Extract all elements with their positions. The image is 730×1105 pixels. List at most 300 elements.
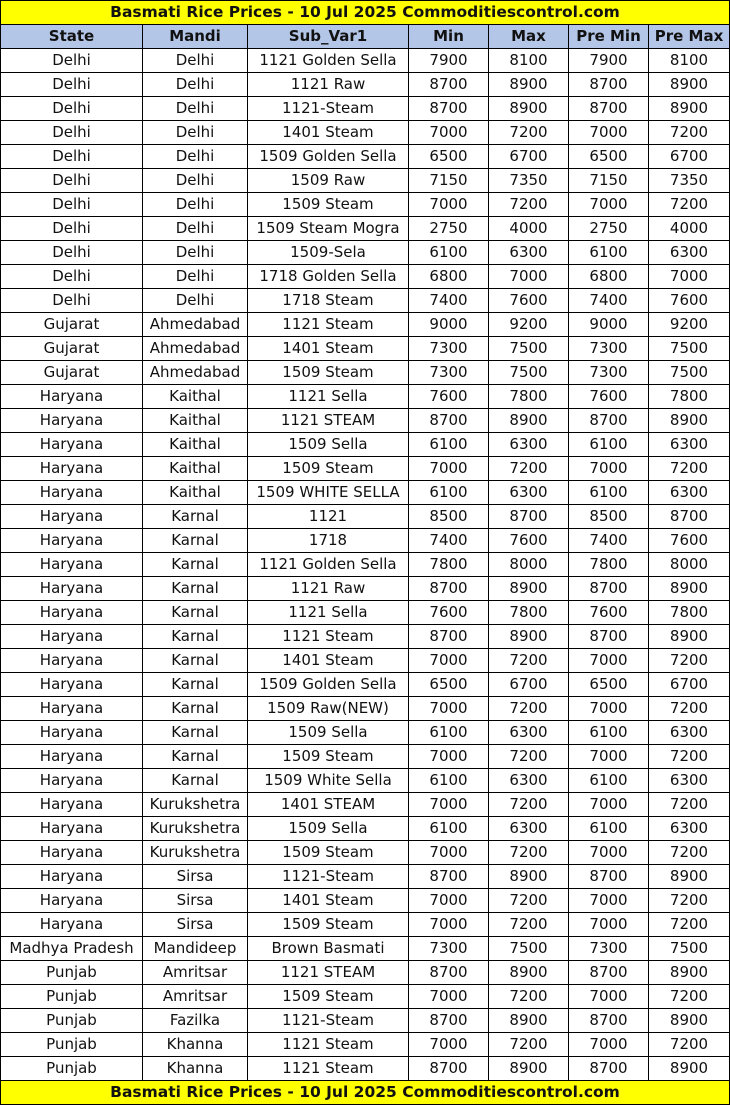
cell-sub-var: 1718 bbox=[248, 529, 409, 553]
cell-mandi: Delhi bbox=[143, 289, 248, 313]
cell-mandi: Delhi bbox=[143, 97, 248, 121]
cell-min: 7000 bbox=[409, 793, 489, 817]
cell-max: 7200 bbox=[489, 697, 569, 721]
cell-max: 7800 bbox=[489, 601, 569, 625]
cell-mandi: Fazilka bbox=[143, 1009, 248, 1033]
cell-pre-min: 8700 bbox=[569, 865, 649, 889]
table-row bbox=[1, 601, 730, 625]
cell-sub-var: 1509 WHITE SELLA bbox=[248, 481, 409, 505]
cell-min: 7000 bbox=[409, 913, 489, 937]
cell-max: 6300 bbox=[489, 721, 569, 745]
cell-pre-min: 2750 bbox=[569, 217, 649, 241]
cell-state: Haryana bbox=[1, 721, 143, 745]
cell-pre-max: 8900 bbox=[649, 97, 730, 121]
cell-min: 8700 bbox=[409, 73, 489, 97]
cell-pre-max: 7200 bbox=[649, 121, 730, 145]
cell-pre-max: 7800 bbox=[649, 385, 730, 409]
cell-pre-max: 6300 bbox=[649, 433, 730, 457]
column-header-mandi: Mandi bbox=[143, 25, 248, 49]
cell-pre-max: 7800 bbox=[649, 601, 730, 625]
cell-min: 7000 bbox=[409, 457, 489, 481]
cell-max: 6300 bbox=[489, 241, 569, 265]
cell-max: 7200 bbox=[489, 913, 569, 937]
cell-pre-max: 7350 bbox=[649, 169, 730, 193]
cell-pre-min: 7000 bbox=[569, 913, 649, 937]
cell-mandi: Karnal bbox=[143, 529, 248, 553]
cell-max: 7200 bbox=[489, 649, 569, 673]
cell-state: Haryana bbox=[1, 889, 143, 913]
cell-max: 7500 bbox=[489, 337, 569, 361]
cell-min: 8700 bbox=[409, 625, 489, 649]
cell-min: 7000 bbox=[409, 697, 489, 721]
cell-state: Haryana bbox=[1, 505, 143, 529]
cell-state: Delhi bbox=[1, 169, 143, 193]
cell-sub-var: 1121 Sella bbox=[248, 385, 409, 409]
cell-pre-min: 8700 bbox=[569, 97, 649, 121]
cell-max: 7350 bbox=[489, 169, 569, 193]
cell-pre-max: 6300 bbox=[649, 481, 730, 505]
cell-min: 7000 bbox=[409, 193, 489, 217]
cell-state: Delhi bbox=[1, 145, 143, 169]
cell-mandi: Ahmedabad bbox=[143, 313, 248, 337]
cell-pre-max: 6300 bbox=[649, 769, 730, 793]
cell-pre-min: 7000 bbox=[569, 457, 649, 481]
cell-mandi: Kaithal bbox=[143, 457, 248, 481]
cell-sub-var: 1121 Golden Sella bbox=[248, 553, 409, 577]
cell-state: Haryana bbox=[1, 577, 143, 601]
cell-sub-var: 1401 Steam bbox=[248, 889, 409, 913]
cell-mandi: Kaithal bbox=[143, 481, 248, 505]
cell-state: Gujarat bbox=[1, 313, 143, 337]
cell-pre-min: 7800 bbox=[569, 553, 649, 577]
cell-sub-var: 1509 Golden Sella bbox=[248, 145, 409, 169]
cell-sub-var: 1509 Sella bbox=[248, 721, 409, 745]
cell-pre-max: 8900 bbox=[649, 1057, 730, 1081]
cell-pre-min: 6500 bbox=[569, 673, 649, 697]
cell-mandi: Kurukshetra bbox=[143, 841, 248, 865]
cell-pre-min: 6100 bbox=[569, 241, 649, 265]
table-row bbox=[1, 97, 730, 121]
cell-pre-min: 7900 bbox=[569, 49, 649, 73]
cell-pre-max: 8900 bbox=[649, 865, 730, 889]
cell-sub-var: 1121 bbox=[248, 505, 409, 529]
table-row bbox=[1, 49, 730, 73]
table-row bbox=[1, 505, 730, 529]
cell-mandi: Delhi bbox=[143, 121, 248, 145]
cell-max: 6300 bbox=[489, 769, 569, 793]
cell-max: 7200 bbox=[489, 889, 569, 913]
cell-state: Madhya Pradesh bbox=[1, 937, 143, 961]
cell-max: 6700 bbox=[489, 673, 569, 697]
cell-pre-min: 8700 bbox=[569, 961, 649, 985]
cell-max: 7500 bbox=[489, 361, 569, 385]
cell-sub-var: 1509 Steam bbox=[248, 193, 409, 217]
cell-pre-min: 7000 bbox=[569, 121, 649, 145]
cell-pre-max: 7600 bbox=[649, 289, 730, 313]
cell-min: 6100 bbox=[409, 241, 489, 265]
cell-max: 8900 bbox=[489, 409, 569, 433]
cell-max: 8900 bbox=[489, 961, 569, 985]
cell-mandi: Kurukshetra bbox=[143, 793, 248, 817]
table-row bbox=[1, 841, 730, 865]
cell-state: Punjab bbox=[1, 985, 143, 1009]
cell-max: 7200 bbox=[489, 841, 569, 865]
cell-min: 6500 bbox=[409, 145, 489, 169]
cell-state: Delhi bbox=[1, 193, 143, 217]
cell-mandi: Karnal bbox=[143, 649, 248, 673]
cell-max: 6700 bbox=[489, 145, 569, 169]
table-row bbox=[1, 457, 730, 481]
cell-pre-max: 7200 bbox=[649, 457, 730, 481]
cell-sub-var: 1401 STEAM bbox=[248, 793, 409, 817]
cell-min: 7300 bbox=[409, 361, 489, 385]
cell-sub-var: 1509 Steam bbox=[248, 841, 409, 865]
table-row bbox=[1, 649, 730, 673]
cell-state: Delhi bbox=[1, 49, 143, 73]
cell-sub-var: 1509 Steam Mogra bbox=[248, 217, 409, 241]
cell-pre-min: 7000 bbox=[569, 697, 649, 721]
cell-pre-max: 7200 bbox=[649, 193, 730, 217]
cell-min: 7600 bbox=[409, 385, 489, 409]
cell-min: 8500 bbox=[409, 505, 489, 529]
cell-mandi: Sirsa bbox=[143, 865, 248, 889]
cell-pre-min: 8700 bbox=[569, 73, 649, 97]
cell-pre-min: 7300 bbox=[569, 337, 649, 361]
table-body bbox=[1, 49, 730, 1081]
cell-sub-var: 1121 Sella bbox=[248, 601, 409, 625]
cell-pre-min: 6100 bbox=[569, 481, 649, 505]
cell-sub-var: 1121 Steam bbox=[248, 313, 409, 337]
cell-pre-min: 8700 bbox=[569, 625, 649, 649]
cell-pre-min: 7400 bbox=[569, 289, 649, 313]
cell-min: 7000 bbox=[409, 841, 489, 865]
cell-min: 8700 bbox=[409, 409, 489, 433]
table-row bbox=[1, 481, 730, 505]
cell-max: 7500 bbox=[489, 937, 569, 961]
cell-mandi: Delhi bbox=[143, 265, 248, 289]
cell-pre-max: 7500 bbox=[649, 337, 730, 361]
cell-max: 7800 bbox=[489, 385, 569, 409]
table-row bbox=[1, 217, 730, 241]
cell-sub-var: 1509 White Sella bbox=[248, 769, 409, 793]
table-row bbox=[1, 793, 730, 817]
cell-pre-max: 7200 bbox=[649, 985, 730, 1009]
cell-max: 8900 bbox=[489, 1009, 569, 1033]
cell-state: Haryana bbox=[1, 553, 143, 577]
cell-mandi: Karnal bbox=[143, 553, 248, 577]
cell-pre-min: 7000 bbox=[569, 793, 649, 817]
table-row bbox=[1, 625, 730, 649]
table-row bbox=[1, 169, 730, 193]
cell-state: Delhi bbox=[1, 265, 143, 289]
cell-mandi: Delhi bbox=[143, 145, 248, 169]
table-row bbox=[1, 865, 730, 889]
cell-state: Punjab bbox=[1, 1033, 143, 1057]
table-row bbox=[1, 817, 730, 841]
cell-state: Haryana bbox=[1, 793, 143, 817]
cell-pre-min: 6100 bbox=[569, 769, 649, 793]
column-header-sub-var: Sub_Var1 bbox=[248, 25, 409, 49]
cell-state: Haryana bbox=[1, 673, 143, 697]
cell-min: 6800 bbox=[409, 265, 489, 289]
table-row bbox=[1, 265, 730, 289]
cell-pre-min: 8500 bbox=[569, 505, 649, 529]
table-row bbox=[1, 937, 730, 961]
cell-state: Haryana bbox=[1, 385, 143, 409]
cell-mandi: Karnal bbox=[143, 505, 248, 529]
cell-mandi: Delhi bbox=[143, 193, 248, 217]
cell-min: 7300 bbox=[409, 337, 489, 361]
cell-sub-var: 1121-Steam bbox=[248, 1009, 409, 1033]
cell-pre-max: 7200 bbox=[649, 745, 730, 769]
cell-pre-max: 7200 bbox=[649, 697, 730, 721]
cell-pre-min: 8700 bbox=[569, 1057, 649, 1081]
cell-pre-max: 6300 bbox=[649, 817, 730, 841]
cell-state: Haryana bbox=[1, 865, 143, 889]
table-row bbox=[1, 385, 730, 409]
cell-sub-var: 1509 Sella bbox=[248, 817, 409, 841]
cell-state: Haryana bbox=[1, 841, 143, 865]
table-row bbox=[1, 361, 730, 385]
cell-sub-var: 1121-Steam bbox=[248, 97, 409, 121]
table-row bbox=[1, 697, 730, 721]
header-row bbox=[1, 25, 730, 49]
cell-max: 8900 bbox=[489, 97, 569, 121]
cell-max: 4000 bbox=[489, 217, 569, 241]
cell-sub-var: 1509 Sella bbox=[248, 433, 409, 457]
cell-sub-var: 1121 Raw bbox=[248, 73, 409, 97]
cell-mandi: Karnal bbox=[143, 577, 248, 601]
cell-pre-max: 8900 bbox=[649, 1009, 730, 1033]
cell-pre-max: 8900 bbox=[649, 409, 730, 433]
cell-sub-var: 1121-Steam bbox=[248, 865, 409, 889]
cell-min: 8700 bbox=[409, 1057, 489, 1081]
cell-pre-max: 7500 bbox=[649, 937, 730, 961]
table-row bbox=[1, 1009, 730, 1033]
cell-pre-max: 8000 bbox=[649, 553, 730, 577]
cell-pre-max: 8900 bbox=[649, 961, 730, 985]
cell-state: Haryana bbox=[1, 697, 143, 721]
cell-sub-var: 1509 Steam bbox=[248, 913, 409, 937]
cell-pre-min: 7300 bbox=[569, 937, 649, 961]
cell-pre-max: 9200 bbox=[649, 313, 730, 337]
table-row bbox=[1, 289, 730, 313]
cell-mandi: Mandideep bbox=[143, 937, 248, 961]
cell-min: 7800 bbox=[409, 553, 489, 577]
cell-min: 7300 bbox=[409, 937, 489, 961]
cell-pre-min: 7600 bbox=[569, 601, 649, 625]
cell-state: Haryana bbox=[1, 457, 143, 481]
cell-mandi: Amritsar bbox=[143, 961, 248, 985]
cell-mandi: Karnal bbox=[143, 697, 248, 721]
cell-mandi: Karnal bbox=[143, 673, 248, 697]
table-row bbox=[1, 73, 730, 97]
cell-pre-min: 7150 bbox=[569, 169, 649, 193]
cell-max: 8900 bbox=[489, 1057, 569, 1081]
cell-state: Haryana bbox=[1, 745, 143, 769]
table-row bbox=[1, 529, 730, 553]
table-row bbox=[1, 769, 730, 793]
cell-max: 7200 bbox=[489, 985, 569, 1009]
cell-max: 7200 bbox=[489, 1033, 569, 1057]
table-row bbox=[1, 337, 730, 361]
cell-max: 8700 bbox=[489, 505, 569, 529]
cell-max: 8900 bbox=[489, 865, 569, 889]
cell-pre-min: 6500 bbox=[569, 145, 649, 169]
cell-state: Punjab bbox=[1, 1009, 143, 1033]
table-row bbox=[1, 961, 730, 985]
cell-sub-var: 1121 Steam bbox=[248, 1033, 409, 1057]
cell-mandi: Ahmedabad bbox=[143, 361, 248, 385]
cell-pre-min: 8700 bbox=[569, 577, 649, 601]
cell-mandi: Khanna bbox=[143, 1057, 248, 1081]
cell-max: 8900 bbox=[489, 577, 569, 601]
cell-max: 7600 bbox=[489, 529, 569, 553]
table-row bbox=[1, 1033, 730, 1057]
cell-sub-var: 1401 Steam bbox=[248, 121, 409, 145]
cell-mandi: Khanna bbox=[143, 1033, 248, 1057]
cell-pre-max: 6300 bbox=[649, 241, 730, 265]
cell-pre-min: 7000 bbox=[569, 745, 649, 769]
table-row bbox=[1, 913, 730, 937]
cell-state: Punjab bbox=[1, 1057, 143, 1081]
cell-state: Delhi bbox=[1, 97, 143, 121]
cell-pre-max: 8100 bbox=[649, 49, 730, 73]
cell-max: 7200 bbox=[489, 745, 569, 769]
cell-min: 6100 bbox=[409, 817, 489, 841]
cell-pre-min: 6100 bbox=[569, 817, 649, 841]
cell-pre-max: 7200 bbox=[649, 841, 730, 865]
cell-max: 9200 bbox=[489, 313, 569, 337]
cell-pre-min: 7600 bbox=[569, 385, 649, 409]
cell-pre-max: 8900 bbox=[649, 73, 730, 97]
cell-mandi: Amritsar bbox=[143, 985, 248, 1009]
cell-sub-var: 1121 Raw bbox=[248, 577, 409, 601]
cell-pre-max: 7200 bbox=[649, 649, 730, 673]
cell-min: 8700 bbox=[409, 97, 489, 121]
cell-max: 8900 bbox=[489, 625, 569, 649]
cell-mandi: Kaithal bbox=[143, 433, 248, 457]
cell-state: Haryana bbox=[1, 601, 143, 625]
cell-min: 6500 bbox=[409, 673, 489, 697]
cell-sub-var: 1121 Steam bbox=[248, 625, 409, 649]
cell-mandi: Karnal bbox=[143, 769, 248, 793]
column-header-state: State bbox=[1, 25, 143, 49]
column-header-pre-min: Pre Min bbox=[569, 25, 649, 49]
cell-max: 6300 bbox=[489, 433, 569, 457]
table-row bbox=[1, 985, 730, 1009]
cell-sub-var: 1509 Steam bbox=[248, 457, 409, 481]
cell-max: 6300 bbox=[489, 817, 569, 841]
cell-pre-min: 7000 bbox=[569, 1033, 649, 1057]
table-row bbox=[1, 193, 730, 217]
cell-mandi: Karnal bbox=[143, 721, 248, 745]
cell-max: 7200 bbox=[489, 193, 569, 217]
cell-state: Haryana bbox=[1, 769, 143, 793]
cell-max: 7200 bbox=[489, 121, 569, 145]
cell-sub-var: 1509 Raw(NEW) bbox=[248, 697, 409, 721]
cell-mandi: Delhi bbox=[143, 49, 248, 73]
cell-max: 6300 bbox=[489, 481, 569, 505]
cell-pre-max: 8700 bbox=[649, 505, 730, 529]
cell-max: 8900 bbox=[489, 73, 569, 97]
cell-state: Haryana bbox=[1, 481, 143, 505]
cell-pre-max: 6700 bbox=[649, 145, 730, 169]
cell-pre-min: 7400 bbox=[569, 529, 649, 553]
cell-pre-max: 7600 bbox=[649, 529, 730, 553]
cell-min: 7000 bbox=[409, 745, 489, 769]
cell-sub-var: 1509 Raw bbox=[248, 169, 409, 193]
cell-pre-max: 6700 bbox=[649, 673, 730, 697]
cell-pre-max: 7200 bbox=[649, 1033, 730, 1057]
cell-mandi: Delhi bbox=[143, 169, 248, 193]
cell-mandi: Kurukshetra bbox=[143, 817, 248, 841]
cell-min: 7000 bbox=[409, 121, 489, 145]
cell-sub-var: 1509 Golden Sella bbox=[248, 673, 409, 697]
cell-min: 6100 bbox=[409, 433, 489, 457]
cell-pre-max: 4000 bbox=[649, 217, 730, 241]
cell-state: Haryana bbox=[1, 649, 143, 673]
column-header-max: Max bbox=[489, 25, 569, 49]
cell-mandi: Karnal bbox=[143, 601, 248, 625]
cell-min: 8700 bbox=[409, 1009, 489, 1033]
cell-min: 7000 bbox=[409, 889, 489, 913]
cell-sub-var: Brown Basmati bbox=[248, 937, 409, 961]
cell-sub-var: 1121 STEAM bbox=[248, 409, 409, 433]
cell-pre-min: 6100 bbox=[569, 721, 649, 745]
cell-min: 7400 bbox=[409, 289, 489, 313]
cell-pre-max: 7500 bbox=[649, 361, 730, 385]
cell-max: 8000 bbox=[489, 553, 569, 577]
cell-pre-max: 6300 bbox=[649, 721, 730, 745]
cell-pre-max: 7200 bbox=[649, 793, 730, 817]
cell-min: 7000 bbox=[409, 985, 489, 1009]
footer-banner: Basmati Rice Prices - 10 Jul 2025 Commoditiescontrol.com bbox=[1, 1081, 730, 1105]
cell-state: Delhi bbox=[1, 121, 143, 145]
table-row bbox=[1, 553, 730, 577]
table-row bbox=[1, 409, 730, 433]
cell-state: Haryana bbox=[1, 817, 143, 841]
cell-mandi: Sirsa bbox=[143, 913, 248, 937]
cell-max: 7200 bbox=[489, 793, 569, 817]
cell-state: Haryana bbox=[1, 409, 143, 433]
cell-sub-var: 1401 Steam bbox=[248, 337, 409, 361]
cell-min: 7000 bbox=[409, 649, 489, 673]
column-header-min: Min bbox=[409, 25, 489, 49]
cell-min: 6100 bbox=[409, 721, 489, 745]
cell-pre-max: 7200 bbox=[649, 913, 730, 937]
cell-state: Punjab bbox=[1, 961, 143, 985]
cell-min: 7000 bbox=[409, 1033, 489, 1057]
table-row bbox=[1, 433, 730, 457]
table-row bbox=[1, 577, 730, 601]
cell-sub-var: 1718 Golden Sella bbox=[248, 265, 409, 289]
cell-pre-max: 7200 bbox=[649, 889, 730, 913]
cell-pre-max: 7000 bbox=[649, 265, 730, 289]
cell-sub-var: 1121 Steam bbox=[248, 1057, 409, 1081]
cell-sub-var: 1718 Steam bbox=[248, 289, 409, 313]
cell-mandi: Delhi bbox=[143, 73, 248, 97]
cell-min: 7400 bbox=[409, 529, 489, 553]
cell-min: 7150 bbox=[409, 169, 489, 193]
cell-pre-min: 7000 bbox=[569, 841, 649, 865]
cell-state: Gujarat bbox=[1, 337, 143, 361]
cell-max: 7200 bbox=[489, 457, 569, 481]
cell-min: 8700 bbox=[409, 865, 489, 889]
cell-state: Haryana bbox=[1, 625, 143, 649]
cell-mandi: Ahmedabad bbox=[143, 337, 248, 361]
cell-max: 8100 bbox=[489, 49, 569, 73]
